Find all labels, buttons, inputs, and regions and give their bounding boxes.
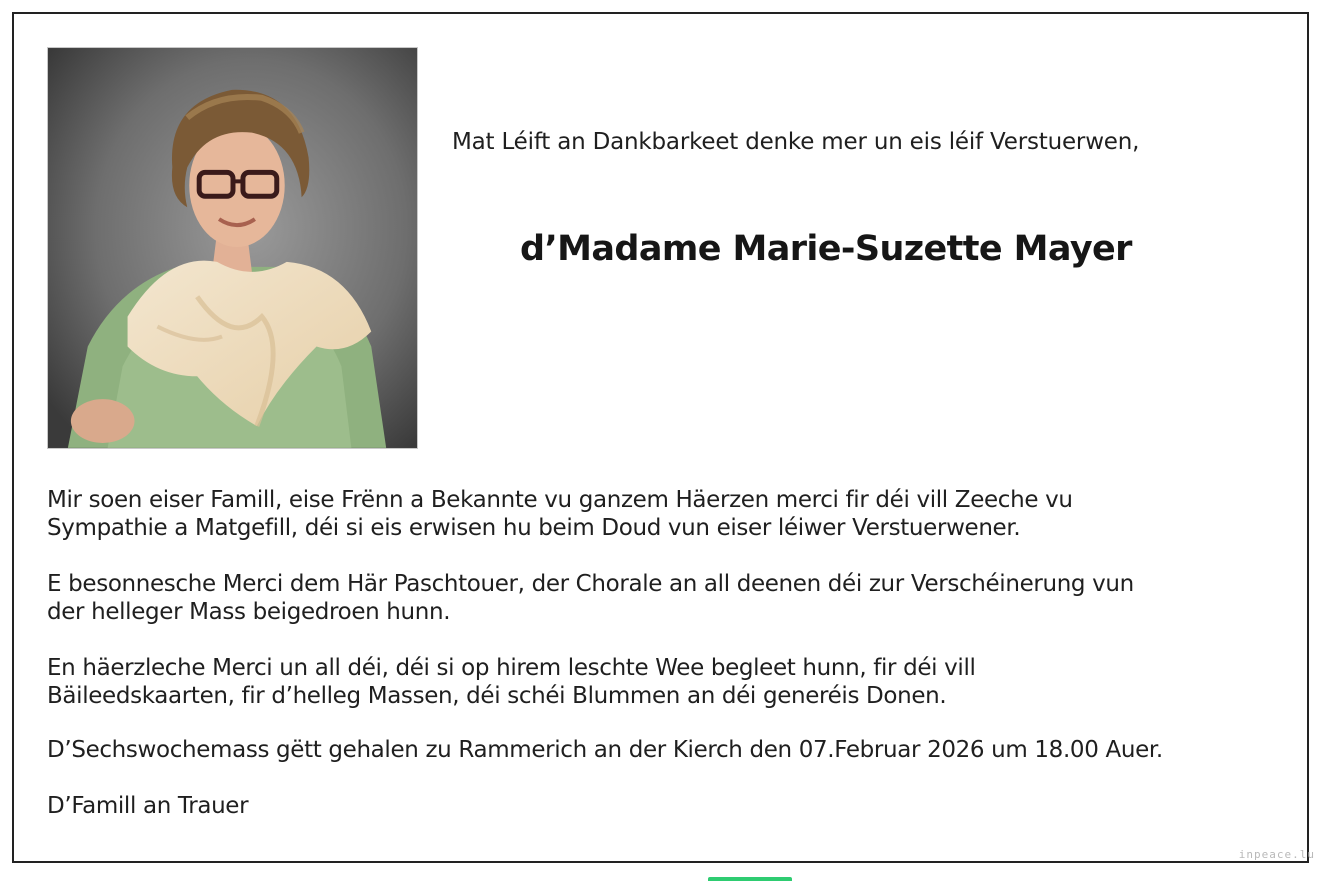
paragraph-line: E besonnesche Merci dem Här Paschtouer, der Chorale an all deenen déi zur Verschéinerung vun (47, 571, 1134, 597)
deceased-name: d’Madame Marie-Suzette Mayer (520, 229, 1132, 269)
portrait-photo (47, 47, 418, 449)
paragraph-line: Sympathie a Matgefill, déi si eis erwisen hu beim Doud vun eiser léiwer Verstuerwener. (47, 515, 1021, 541)
portrait-image (48, 48, 417, 448)
paragraph-line: Bäileedskaarten, fir d’helleg Massen, déi schéi Blummen an déi generéis Donen. (47, 683, 947, 709)
paragraph-special-thanks (47, 570, 1287, 626)
paragraph-line: D’Famill an Trauer (47, 793, 249, 819)
signature-family (47, 792, 1287, 820)
accent-bar (708, 877, 792, 881)
paragraph-line: En häerzleche Merci un all déi, déi si op hirem leschte Wee begleet hunn, fir déi vill (47, 655, 976, 681)
site-watermark: inpeace.lu (1238, 848, 1315, 861)
paragraph-line: der helleger Mass beigedroen hunn. (47, 599, 451, 625)
paragraph-thanks (47, 486, 1287, 542)
paragraph-mass-announcement (47, 736, 1287, 764)
paragraph-heartfelt-thanks (47, 654, 1287, 710)
intro-line: Mat Léift an Dankbarkeet denke mer un eis léif Verstuerwen, (452, 129, 1140, 155)
paragraph-line: D’Sechswochemass gëtt gehalen zu Rammerich an der Kierch den 07.Februar 2026 um 18.00 Auer. (47, 737, 1163, 763)
paragraph-line: Mir soen eiser Famill, eise Frënn a Bekannte vu ganzem Häerzen merci fir déi vill Zeeche vu (47, 487, 1073, 513)
